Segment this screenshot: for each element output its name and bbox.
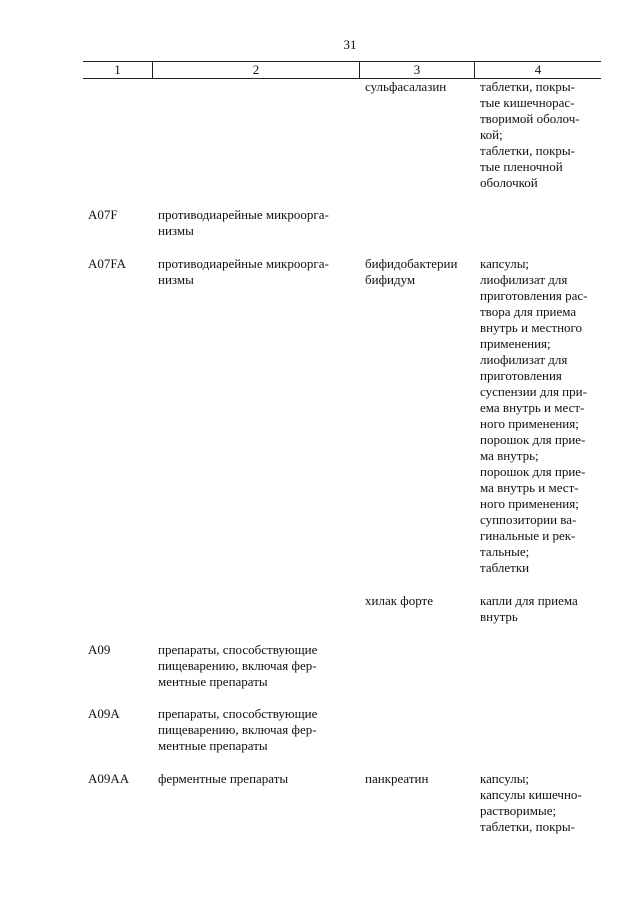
header-col-2: 2 (153, 62, 360, 78)
header-col-1: 1 (83, 62, 153, 78)
atc-code: A09AA (88, 771, 130, 786)
atc-code: A07F (88, 207, 118, 222)
drug-name: бифидобактерии бифидум (365, 256, 458, 287)
table-header (83, 61, 601, 79)
dosage-forms: капли для приема внутрь (480, 593, 578, 624)
atc-group: противодиарейные микроорга- низмы (158, 207, 329, 238)
atc-group: препараты, способствующие пищеварению, включая фер- ментные препараты (158, 642, 318, 689)
atc-code: A09 (88, 642, 111, 657)
drug-name: хилак форте (365, 593, 433, 608)
atc-code: A07FA (88, 256, 127, 271)
header-col-3: 3 (360, 62, 475, 78)
drug-name: панкреатин (365, 771, 429, 786)
atc-group: противодиарейные микроорга- низмы (158, 256, 329, 287)
header-col-4: 4 (534, 62, 542, 77)
atc-group: ферментные препараты (158, 771, 289, 786)
page-number: 31 (343, 37, 357, 52)
drug-name: сульфасалазин (365, 79, 447, 94)
dosage-forms: капсулы; капсулы кишечно- растворимые; таблетки, покры- (480, 771, 582, 834)
atc-group: препараты, способствующие пищеварению, включая фер- ментные препараты (158, 706, 318, 753)
dosage-forms: таблетки, покры- тые кишечнорас- творимой оболоч- кой; таблетки, покры- тые пленочной оболочкой (480, 79, 580, 190)
atc-code: A09A (88, 706, 120, 721)
dosage-forms: капсулы; лиофилизат для приготовления рас- твора для приема внутрь и местного применения; лиофилизат для приготовления суспензии для при- ема внутрь и мест- ного применения; порошок для прие- ма внутрь; порошок для прие- ма внутрь и мест- ного применения; суппозитории ва- гинальные и рек- тальные; таблетки (480, 256, 588, 575)
